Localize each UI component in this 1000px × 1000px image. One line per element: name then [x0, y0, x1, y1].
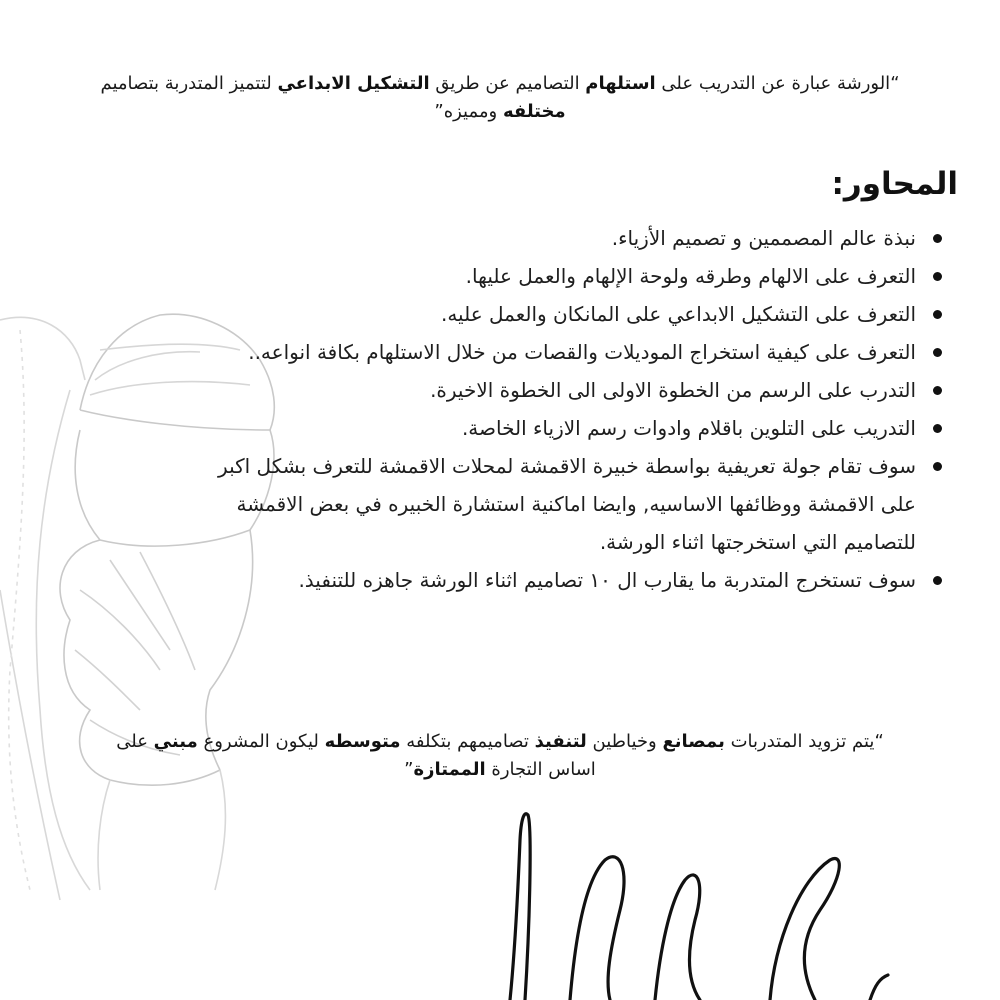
outro-text-part-5: على اساس التجارة: [116, 731, 596, 780]
axes-list: [184, 219, 944, 599]
outro-text-part-2: وخياطين: [586, 731, 663, 752]
intro-quote: [90, 70, 910, 126]
outro-bold-medium: متوسطه: [324, 731, 401, 752]
close-quote-mark: ”: [404, 759, 414, 780]
outro-text-part-1: يتم تزويد المتدربات: [724, 731, 875, 752]
outro-text-part-3: تصاميمهم بتكلفه: [400, 731, 535, 752]
open-quote-mark: “: [874, 731, 884, 752]
outro-bold-built: مبني: [153, 731, 198, 752]
axes-list-item: سوف تستخرج المتدربة ما يقارب ال ١٠ تصاميم اثناء الورشة جاهزه للتنفيذ.: [184, 561, 944, 599]
intro-text-part-3: لتتميز المتدربة بتصاميم: [100, 73, 278, 94]
close-quote-mark: ”: [434, 101, 444, 122]
axes-list-item: التعرف على الالهام وطرقه ولوحة الإلهام والعمل عليها.: [184, 257, 944, 295]
axes-list-item: سوف تقام جولة تعريفية بواسطة خبيرة الاقمشة لمحلات الاقمشة للتعرف بشكل اكبر على الاقمشة ووظائفها الاساسيه, وايضا اماكنية استشارة الخبيره في بعض الاقمشة للتصاميم التي استخرجتها اثناء الورشة.: [184, 447, 944, 561]
intro-text-part-4: ومميزه: [443, 101, 503, 122]
intro-text-part-1: الورشة عبارة عن التدريب على: [655, 73, 891, 94]
axes-list-item: التدرب على الرسم من الخطوة الاولى الى الخطوة الاخيرة.: [184, 371, 944, 409]
intro-bold-creative-draping: التشكيل الابداعي: [277, 73, 430, 94]
outro-quote: [90, 728, 910, 784]
intro-bold-istilham: استلهام: [585, 73, 656, 94]
outro-bold-factories: بمصانع: [662, 731, 725, 752]
axes-list-item: التعرف على كيفية استخراج الموديلات والقصات من خلال الاستلهام بكافة انواعه..: [184, 333, 944, 371]
intro-bold-different: مختلفه: [502, 101, 566, 122]
outro-text-part-4: ليكون المشروع: [197, 731, 325, 752]
axes-list-item: التعرف على التشكيل الابداعي على المانكان والعمل عليه.: [184, 295, 944, 333]
intro-text-part-2: التصاميم عن طريق: [429, 73, 586, 94]
axes-list-item: نبذة عالم المصممين و تصميم الأزياء.: [184, 219, 944, 257]
outro-bold-execute: لتنفيذ: [534, 731, 587, 752]
axes-list-item: التدريب على التلوين باقلام وادوات رسم الازياء الخاصة.: [184, 409, 944, 447]
outro-bold-excellent: الممتازة: [413, 759, 486, 780]
open-quote-mark: “: [890, 73, 900, 94]
axes-heading: المحاور:: [831, 166, 958, 202]
signature-illustration: [470, 800, 910, 1000]
